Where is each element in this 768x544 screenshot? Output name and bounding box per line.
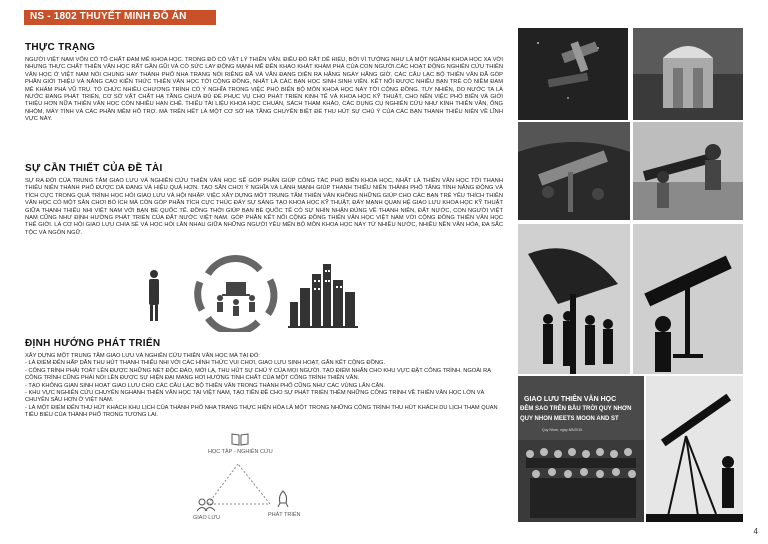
photo-radio-dish	[518, 224, 630, 374]
banner-line-2: ĐÊM SAO TRÊN BẦU TRỜI QUY NHƠN	[520, 406, 632, 412]
section-text-su-can-thiet: SỰ RA ĐỜI CỦA TRUNG TÂM GIAO LƯU VÀ NGHIÊN CỨU THIÊN VĂN HỌC SẼ GÓP PHẦN GIÚP CÔNG TÁC PHỔ BIẾN KHOA HỌC, NHẤT LÀ THIÊN VĂN HỌC TỚI THANH THIẾU NIÊN THÀNH PHỐ ĐƯỢC DÀ ĐANG VÀ HIỆU QUẢ HƠN. TẠO SÂN CHƠI Ý NGHĨA VÀ LÀNH MẠNH GIÚP THANH THIẾU NIÊN THÀNH PHỐ TĂNG TÍNH NĂNG ĐỘNG VÀ TÍCH CỰC TRONG QUÁ TRÌNH HỌC HỎI GIAO LƯU VÀ HỘI NHẬP. VIỆC XÂY DỰNG MỘT TRUNG TÂM THIÊN VĂN KHÔNG NHỮNG GIÚP CHO CÁC BẠN TRẺ YÊU THÍCH THIÊN VĂN HỌC CÓ MỘT SÂN CHƠI BỔ ÍCH MÀ CÒN GÓP PHẦN TÍCH CỰC THÚC ĐẨY SỰ SÁNG TẠO KHOA HỌC KỸ THUẬT, ĐẨY MẠNH QUAN HỆ GIAO LƯU KHOA HỌC KỸ THUẬT GIỮA THANH THIẾU NHI VIỆT NAM VỚI BẠN BÈ QUỐC TẾ. ĐỒNG THỜI GIÚP BẠN BÈ QUỐC TẾ CÓ SỰ NHÌN NHẬN ĐÚNG VỀ THANH NIÊN, ĐẤT NƯỚC, CON NGƯỜI VIỆT NAM CŨNG NHƯ ĐỊNH HƯỚNG PHÁT TRIỂN CỦA ĐẤT NƯỚC VIỆT NAM. GÓP PHẦN KẾT NỐI CỘNG ĐỒNG THIÊN VĂN HỌC VIỆT NAM VỚI CỘNG ĐỒNG THIÊN VĂN HỌC THẾ GIỚI. LÀ CƠ HỘI GIAO LƯU CHIA SẺ VÀ HỌC HỎI LẪN NHAU GIỮA NHỮNG NGƯỜI YÊU MẾN BỘ MÔN KHOA HỌC NÀY TỪ NHIỀU NƯỚC, NHIỀU NỀN VĂN HÓA, ĐA SẮC TỘC VÀ NGÔN NGỮ.	[25, 178, 503, 236]
book-icon	[231, 432, 249, 446]
development-illustration	[140, 252, 360, 332]
section-title-thuc-trang: THỰC TRẠNG	[25, 42, 96, 53]
section-title-su-can-thiet: SỰ CẦN THIẾT CỦA ĐỀ TÀI	[25, 163, 163, 174]
photo-observatory	[633, 28, 743, 120]
banner-line-3: QUY NHON MEETS MOON AND ST	[520, 416, 619, 422]
list-item: - TẠO KHÔNG GIAN SINH HOẠT GIAO LƯU CHO CÁC CÂU LẠC BỘ THIÊN VĂN TRONG THÀNH PHỐ CŨNG NHƯ CÁC VÙNG LÂN CẬN.	[25, 382, 385, 389]
photo-space-station	[518, 28, 628, 120]
page-number: 4	[753, 527, 758, 536]
list-item: - LÀ ĐIỂM ĐẾN HẤP DẪN THU HÚT THANH THIẾU NHI VỚI CÁC HÌNH THỨC VUI CHƠI, GIAO LƯU SINH HOẠT, GẮN KẾT CỘNG ĐỒNG.	[25, 360, 386, 367]
section-text-thuc-trang: NGƯỜI VIỆT NAM VỐN CÓ TỐ CHẤT ĐAM MÊ KHOA HỌC. TRONG ĐÓ CÓ VẬT LÝ THIÊN VĂN. ĐIỀU ĐÓ RẤT DỄ HIỂU, BỞI VÌ TƯỞNG NHƯ LÀ MỘT NGÀNH KHOA HỌC XA VỜI NHƯNG THỰC CHẤT THIÊN VĂN HỌC RẤT GẦN GŨI VÀ CÓ SỨC LAY ĐỘNG MẠNH MẼ ĐẾN KHAO KHÁT KHÁM PHÁ CỦA CON NGƯỜI.CÁC HOẠT ĐỘNG NGHIÊN CỨU THIÊN VĂN HỌC Ở VIỆT NAM NÓI CHUNG HAY THÀNH PHỐ NHA TRANG NÓI RIÊNG ĐÃ VÀ VẪN ĐANG DIỄN RA HẰNG NGÀY HẰNG GIỜ. CÁC CÂU LẠC BỘ THIÊN VĂN ĐÃ GÓP PHẦN GIỚI THIỆU VÀ NÂNG CAO KIẾN THỨC THIÊN VĂN HỌC TỚI CỘNG ĐỒNG, NHẤT LÀ CÁC BẠN HỌC SINH SINH VIÊN. KẾT NỐI ĐƯỢC NHIỀU BẠN TRẺ CÓ NIỀM ĐAM MÊ KHÁM PHÁ VŨ TRỤ. TỔ CHỨC NHIỀU CHƯƠNG TRÌNH CÓ Ý NGHĨA TRONG VIỆC PHỔ BIẾN BỘ MÔN KHOA HỌC NÀY TỚI CỘNG ĐỒNG. TUY NHIÊN, DO NƯỚC TA LÀ NƯỚC ĐANG PHÁT TRIỂN, CƠ SỞ VẬT CHẤT HẠ TẦNG CHƯA ĐỦ ĐỂ PHỤC VỤ CHO PHÁT TRIỂN KINH TẾ VÀ KHOA HỌC KỸ THUẬT, CHO NÊN VIỆC PHỔ BIẾN VÀ GIỚI THIỆU HƠN NỮA THIÊN VĂN HỌC CÒN NHIỀU HẠN CHẾ. THIẾU TÀI LIỆU KHOA HỌC CHUẨN, SÁCH THAM KHẢO, CÁC DỤNG CỤ NGHIÊN CỨU NHƯ KÍNH THIÊN VĂN, ỐNG NHÒM, MÁY TÍNH VÀ CÁC PHẦN MỀM HỖ TRỢ. MÀ TRÊN HẾT LÀ MỘT CƠ SỞ HẠ TẦNG CHUYÊN BIỆT ĐỂ THU HÚT SỰ CHÚ Ý CỦA CÁC BẠN THANH THIẾU NIÊN VỀ LĨNH VỰC NÀY.	[25, 57, 503, 123]
list-item: - CÔNG TRÌNH PHẢI TOÁT LÊN ĐƯỢC NHỮNG NÉT ĐỘC ĐÁO, MỚI LẠ, THU HÚT SỰ CHÚ Ý CỦA MỌI NGƯỜI. TẠO ĐIỂM NHẤN CHO KHU VỰC ĐẶT CÔNG TRÌNH. NGOÀI RA CÔNG TRÌNH CŨNG PHẢI NỔI LÊN ĐƯỢC SỰ HIỆN ĐẠI MANG HƠI HƯỚNG TINH CHẤT CỦA MỘT CÔNG TRÌNH THIÊN VĂN.	[25, 367, 491, 382]
list-item: - KHU VỰC NGHIÊN CỨU CHUYÊN NGHÀNH THIÊN VĂN HỌC TẠI VIỆT NAM, TẠO TIỀN ĐỀ CHO SỰ PHÁT TRIỂN THÊM NHỮNG CÔNG TRÌNH VỀ THIÊN VĂN HỌC LỚN VÀ CHUYÊN SÂU HƠN Ở VIỆT NAM.	[25, 390, 485, 404]
people-icon	[197, 498, 215, 512]
development-list	[25, 353, 503, 420]
diagram-label-phat-trien: PHÁT TRIỂN	[268, 512, 301, 518]
document-title: NS - 1802 THUYẾT MINH ĐỒ ÁN	[30, 11, 187, 22]
development-intro: XÂY DỰNG MỘT TRUNG TÂM GIAO LƯU VÀ NGHIÊN CỨU THIÊN VĂN HỌC MÀ TẠI ĐÓ:	[25, 353, 260, 359]
photo-telescope-sunset	[646, 376, 743, 522]
diagram-label-giao-luu: GIAO LƯU	[193, 515, 221, 521]
banner-line-1: GIAO LƯU THIÊN VĂN HỌC	[524, 396, 617, 403]
rocket-icon	[276, 490, 290, 508]
photo-telescope-silhouette	[633, 224, 743, 374]
banner-small-text: Quy Nhơn, ngày 8/8/2015	[542, 428, 583, 432]
diagram-label-hoc-tap: HỌC TẬP - NGHIÊN CỨU	[208, 449, 273, 455]
header-bar	[24, 10, 216, 25]
photo-group-event	[518, 376, 644, 522]
photo-kids-telescope	[633, 122, 743, 220]
list-item: - LÀ MỘT ĐIỂM ĐẾN THU HÚT KHÁCH KHU LỊCH CỦA THÀNH PHỐ NHA TRANG THỰC HIỆN HÓA LÀ MỘT TRONG NHỮNG CÔNG TRÌNH THU HÚT KHÁCH DU LỊCH THAM QUAN TIÊU BIỂU CỦA THÀNH PHỐ TRONG TƯƠNG LAI.	[25, 404, 498, 419]
section-title-dinh-huong: ĐỊNH HƯỚNG PHÁT TRIỂN	[25, 338, 161, 349]
photo-telescope-room	[518, 122, 630, 220]
